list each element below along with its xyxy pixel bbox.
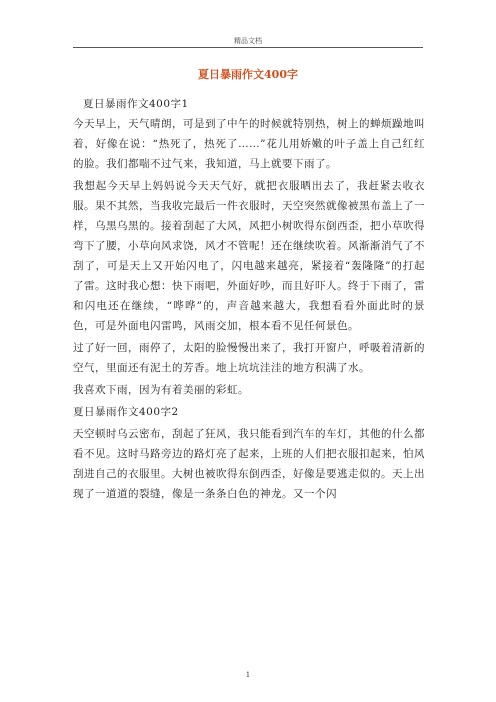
document-title: 夏日暴雨作文400字: [198, 68, 298, 81]
header-divider: [73, 47, 423, 48]
paragraph: 天空顿时乌云密布，刮起了狂风，我只能看到汽车的车灯，其他的什么都看不见。这时马路旁边的路灯亮了起来，上班的人们把衣服扣起来，怕风刮进自己的衣服里。大树也被吹得东倒西歪，好像是要逃走似的。天上出现了一道道的裂缝，像是一条条白色的神龙。又一个闪: [73, 428, 425, 500]
section-heading-1: 夏日暴雨作文400字1: [83, 98, 189, 110]
section-heading-2: 夏日暴雨作文400字2: [73, 406, 179, 418]
document-body: [73, 94, 425, 504]
paragraph: 过了好一回，雨停了，太阳的脸慢慢出来了，我打开窗户，呼吸着清新的空气，里面还有泥土的芳香。地上坑坑洼洼的地方积满了水。: [73, 342, 425, 374]
paragraph: 今天早上，天气晴朗，可是到了中午的时候就特别热，树上的蝉烦躁地叫着，好像在说：“热死了，热死了……”花儿用娇嫩的叶子盖上自己红红的脸。我们都喘不过气来，我知道，马上就要下雨了。: [73, 118, 425, 170]
paragraph: 我想起今天早上妈妈说今天天气好，就把衣服晒出去了，我赶紧去收衣服。果不其然，当我收完最后一件衣服时，天空突然就像被黑布盖上了一样，乌黑乌黑的。接着刮起了大风，风把小树吹得东倒西歪，把小草吹得弯下了腰，小草向风求饶，风才不管呢！还在继续吹着。风渐渐消气了不刮了，可是天上又开始闪电了，闪电越来越亮，紧接着“轰隆隆”的打起了雷。这时我心想：快下雨吧，外面好吵，而且好吓人。终于下雨了，雷和闪电还在继续，“哗哗”的，声音越来越大，我想看看外面此时的景色，可是外面电闪雷鸣，风雨交加，根本看不见任何景色。: [73, 180, 425, 332]
page-number: 1: [245, 671, 251, 679]
page-header: 精品文档: [234, 37, 262, 45]
paragraph: 我喜欢下雨，因为有着美丽的彩虹。: [73, 384, 249, 396]
